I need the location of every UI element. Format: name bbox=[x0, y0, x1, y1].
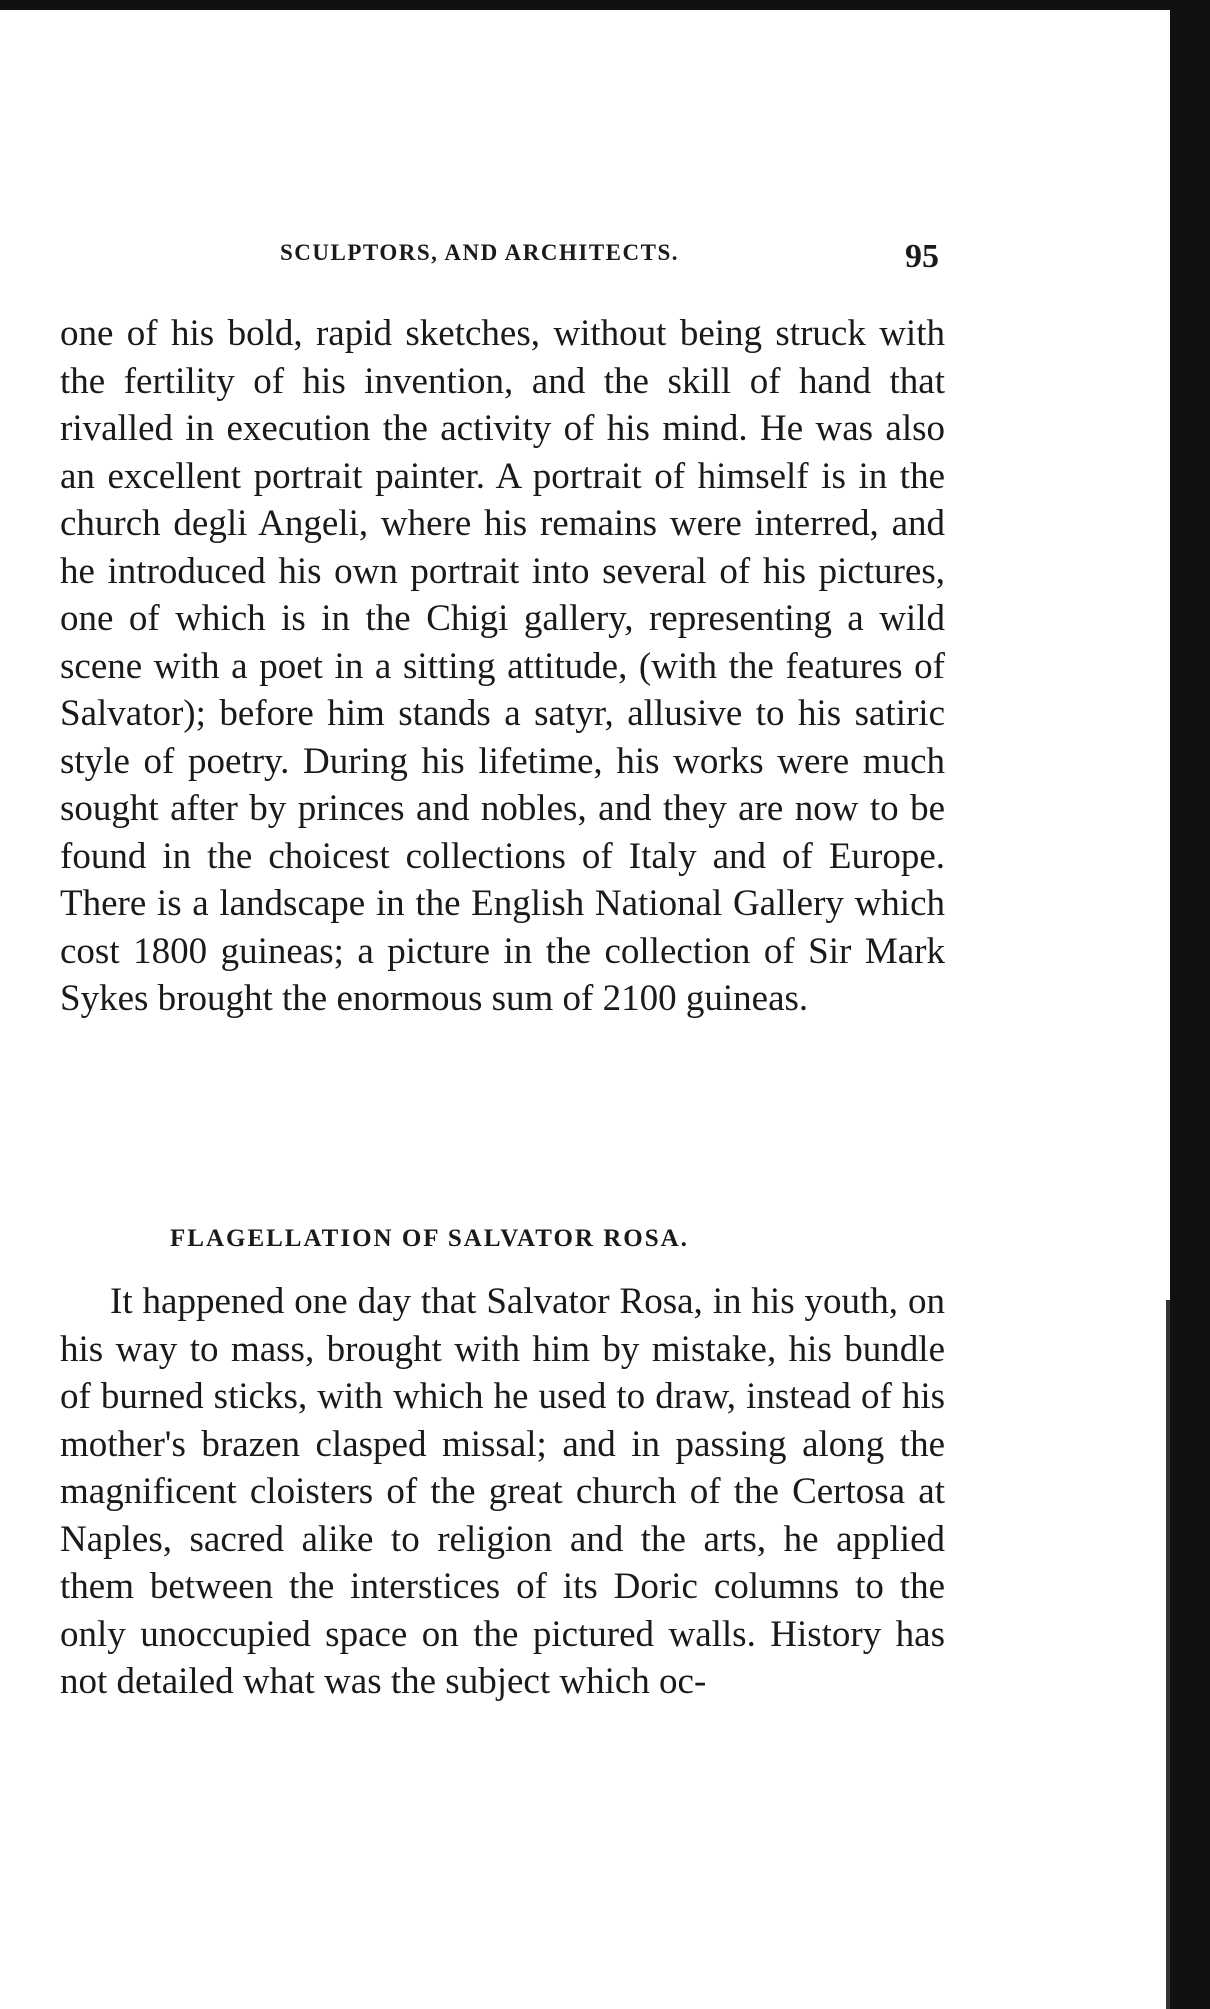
book-page bbox=[50, 0, 950, 2009]
page-right-edge bbox=[1170, 0, 1210, 2009]
page-edge-shadow bbox=[1166, 1300, 1170, 2009]
section-heading: FLAGELLATION OF SALVATOR ROSA. bbox=[170, 1225, 689, 1252]
page-number: 95 bbox=[905, 238, 939, 275]
body-paragraph-2: It happened one day that Salvator Rosa, in his youth, on his way to mass, brought with him by mistake, his bundle of burned sticks, with which he used to draw, instead of his mother's brazen clasped missal; and in passing along the magnificent cloisters of the great church of the Certosa at Naples, sacred alike to religion and the arts, he applied them between the interstices of its Doric columns to the only unoccupied space on the pictured walls. History has not detailed what was the subject which oc- bbox=[60, 1281, 945, 1702]
body-paragraph-1: one of his bold, rapid sketches, without being struck with the fertility of his invention, and the skill of hand that rivalled in execution the activity of his mind. He was also an excellent portrait painter. A portrait of himself is in the church degli Angeli, where his remains were interred, and he introduced his own portrait into several of his pictures, one of which is in the Chigi gallery, representing a wild scene with a poet in a sitting attitude, (with the features of Salvator); before him stands a satyr, allusive to his satiric style of poetry. During his lifetime, his works were much sought after by princes and nobles, and they are now to be found in the choicest collections of Italy and of Europe. There is a landscape in the English National Gallery which cost 1800 guineas; a picture in the collection of Sir Mark Sykes brought the enormous sum of 2100 guineas. bbox=[60, 313, 945, 1019]
running-header: SCULPTORS, AND ARCHITECTS. bbox=[280, 240, 680, 265]
